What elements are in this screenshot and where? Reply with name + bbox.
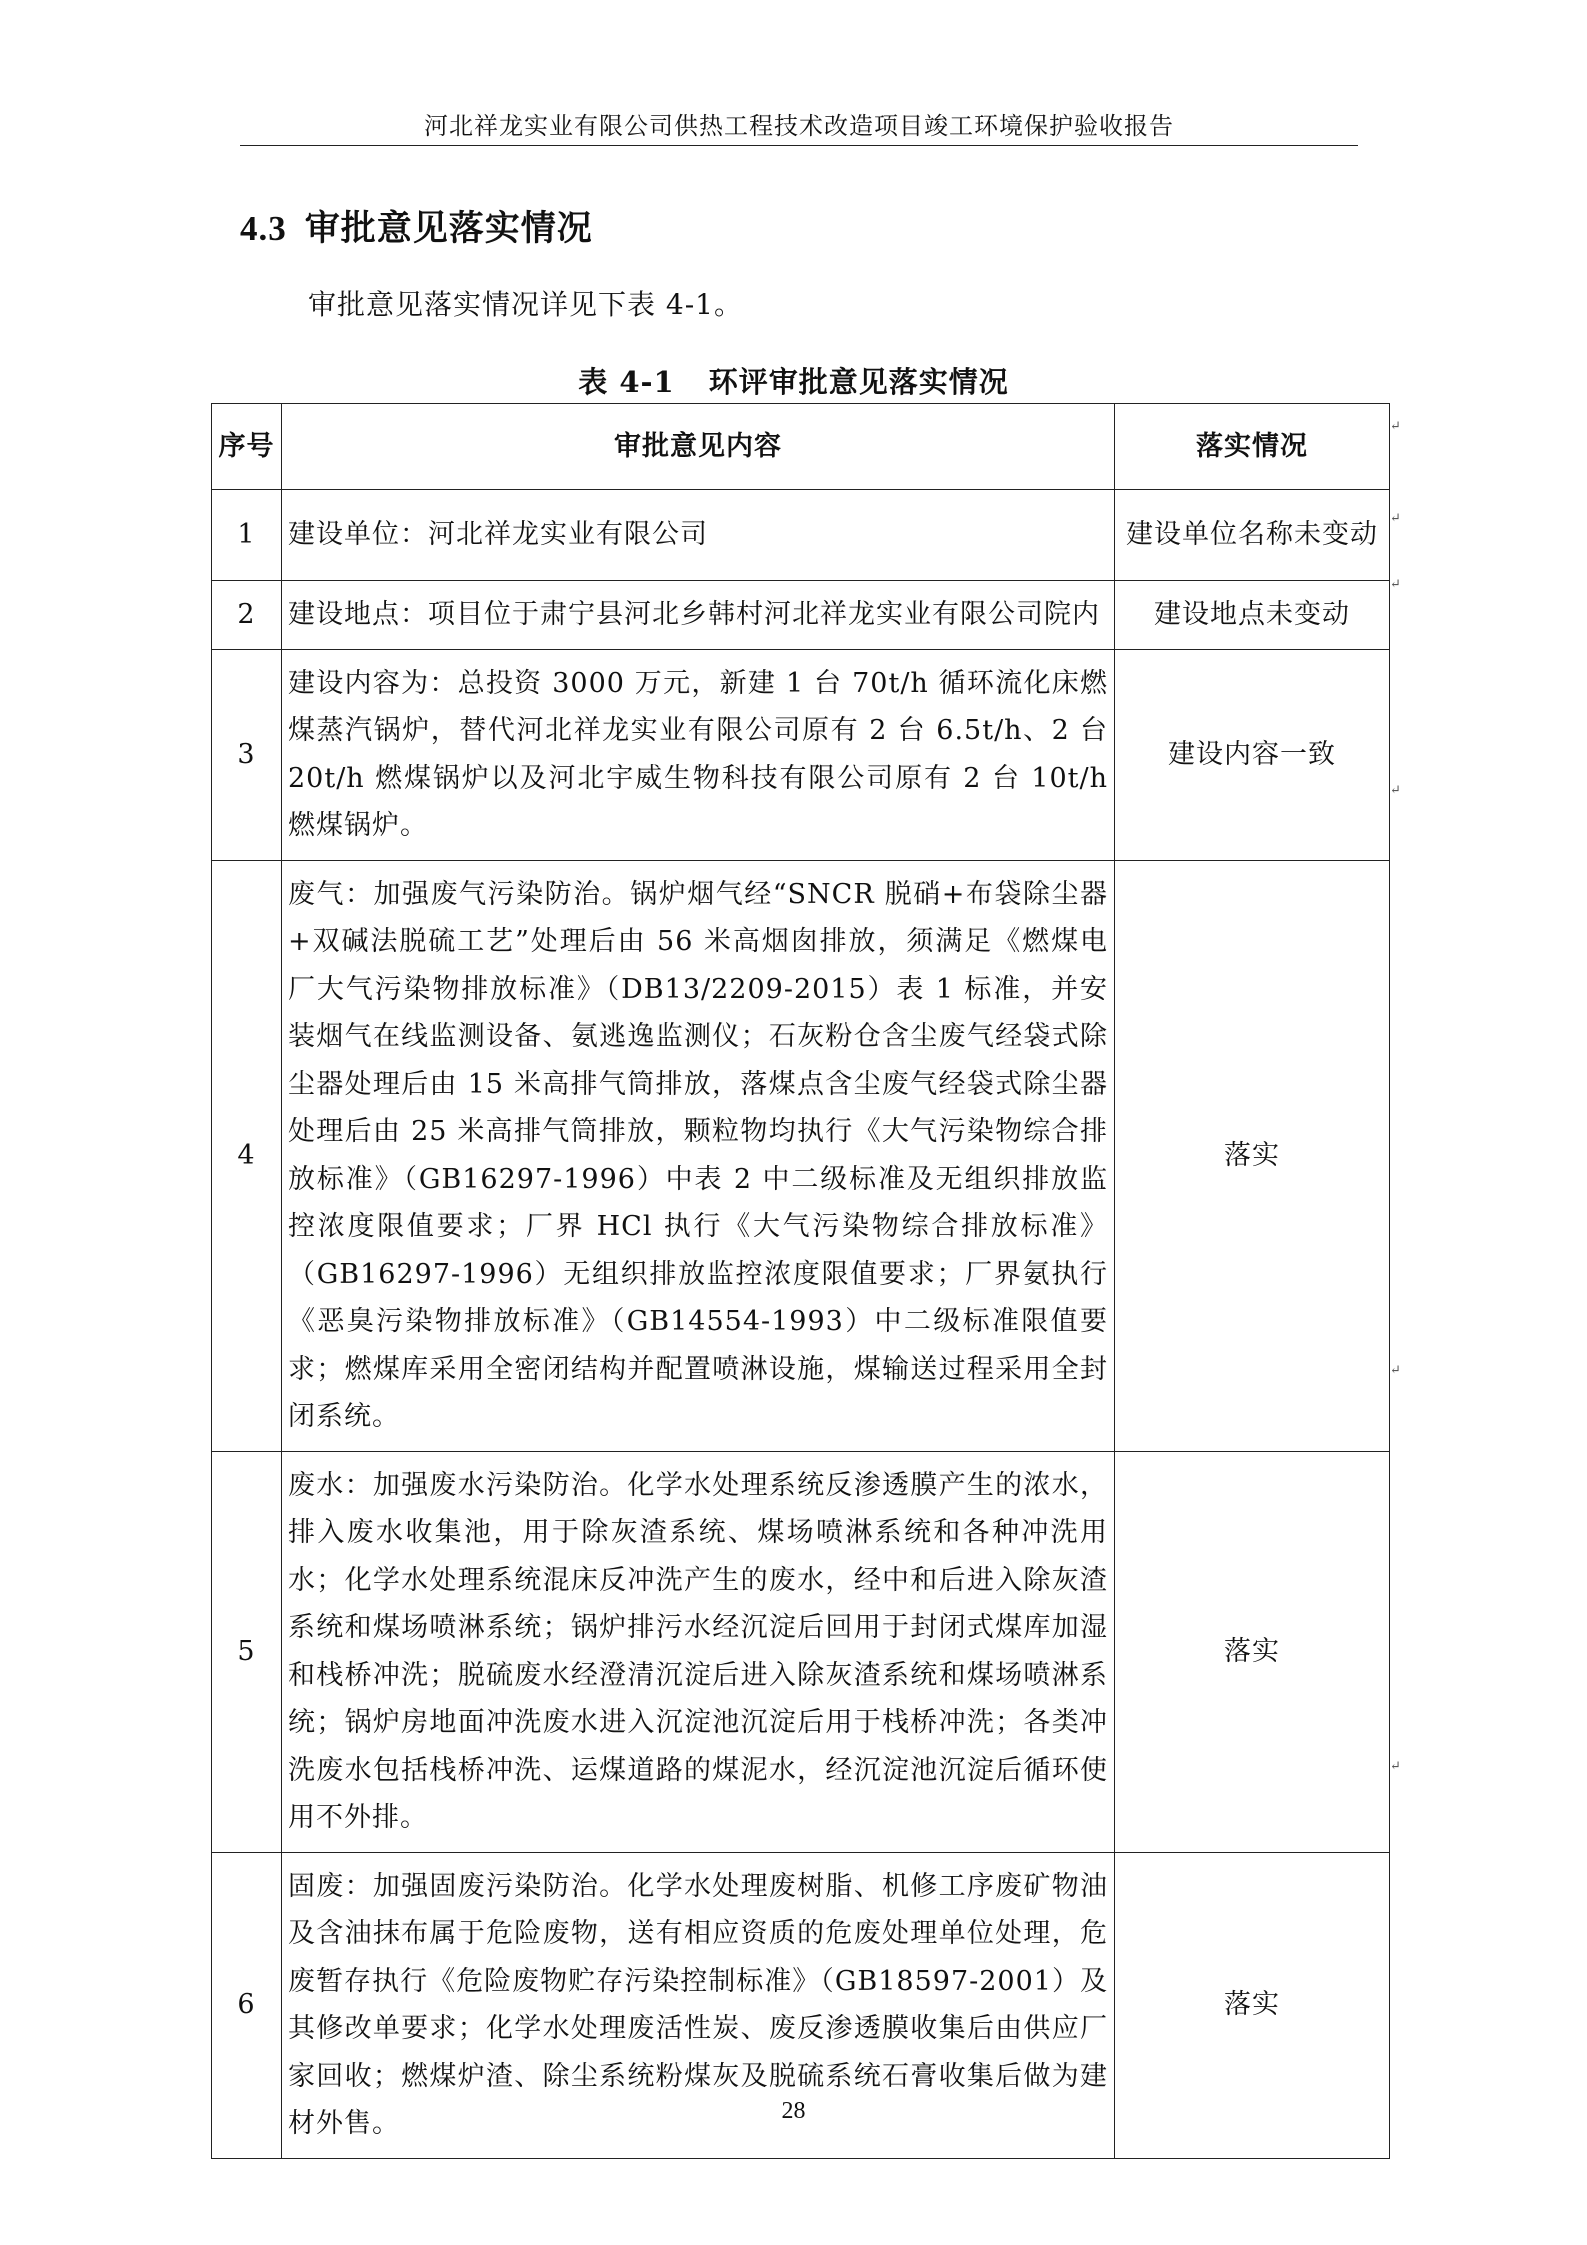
header-content: 审批意见内容 xyxy=(282,404,1115,490)
section-title: 审批意见落实情况 xyxy=(304,208,593,249)
row-content: 建设内容为：总投资 3000 万元，新建 1 台 70t/h 循环流化床燃煤蒸汽锅炉，替代河北祥龙实业有限公司原有 2 台 6.5t/h、2 台 20t/h 燃煤锅炉以及河北宇威生物科技有限公司原有 2 台 10t/h 燃煤锅炉。 xyxy=(282,649,1115,860)
section-heading xyxy=(240,205,593,253)
table-row xyxy=(212,1451,1390,1852)
row-content: 建设地点：项目位于肃宁县河北乡韩村河北祥龙实业有限公司院内 xyxy=(282,581,1115,650)
row-index: 5 xyxy=(212,1451,282,1852)
row-index: 2 xyxy=(212,581,282,650)
section-number: 4.3 xyxy=(240,209,287,248)
table-header-row xyxy=(212,404,1390,490)
header-status: 落实情况 xyxy=(1115,404,1390,490)
row-content: 固废：加强固废污染防治。化学水处理废树脂、机修工序废矿物油及含油抹布属于危险废物，送有相应资质的危废处理单位处理，危废暂存执行《危险废物贮存污染控制标准》（GB18597-2001）及其修改单要求；化学水处理废活性炭、废反渗透膜收集后由供应厂家回收；燃煤炉渣、除尘系统粉煤灰及脱硫系统石膏收集后做为建材外售。 xyxy=(282,1852,1115,2158)
row-content: 建设单位：河北祥龙实业有限公司 xyxy=(282,490,1115,581)
row-index: 4 xyxy=(212,860,282,1451)
running-header: 河北祥龙实业有限公司供热工程技术改造项目竣工环境保护验收报告 xyxy=(424,112,1174,140)
row-status: 建设地点未变动 xyxy=(1115,581,1390,650)
paragraph-mark-icon: ↵ xyxy=(1390,419,1401,434)
row-status: 落实 xyxy=(1115,1451,1390,1852)
header-index: 序号 xyxy=(212,404,282,490)
approval-opinions-table xyxy=(211,403,1390,2159)
row-status: 落实 xyxy=(1115,1852,1390,2158)
row-status: 建设单位名称未变动 xyxy=(1115,490,1390,581)
row-content: 废水：加强废水污染防治。化学水处理系统反渗透膜产生的浓水，排入废水收集池，用于除灰渣系统、煤场喷淋系统和各种冲洗用水；化学水处理系统混床反冲洗产生的废水，经中和后进入除灰渣系统和煤场喷淋系统；锅炉排污水经沉淀后回用于封闭式煤库加湿和栈桥冲洗；脱硫废水经澄清沉淀后进入除灰渣系统和煤场喷淋系统；锅炉房地面冲洗废水进入沉淀池沉淀后用于栈桥冲洗；各类冲洗废水包括栈桥冲洗、运煤道路的煤泥水，经沉淀池沉淀后循环使用不外排。 xyxy=(282,1451,1115,1852)
paragraph-mark-icon: ↵ xyxy=(1390,511,1401,526)
paragraph-mark-icon: ↵ xyxy=(1390,577,1401,592)
page-number: 28 xyxy=(781,2098,806,2124)
row-index: 6 xyxy=(212,1852,282,2158)
row-index: 3 xyxy=(212,649,282,860)
table-caption-label: 表 4-1 xyxy=(578,365,675,399)
row-content: 废气：加强废气污染防治。锅炉烟气经“SNCR 脱硝+布袋除尘器+双碱法脱硫工艺”处理后由 56 米高烟囱排放，须满足《燃煤电厂大气污染物排放标准》（DB13/2209-2015）表 1 标准，并安装烟气在线监测设备、氨逃逸监测仪；石灰粉仓含尘废气经袋式除尘器处理后由 15 米高排气筒排放，落煤点含尘废气经袋式除尘器处理后由 25 米高排气筒排放，颗粒物均执行《大气污染物综合排放标准》（GB16297-1996）中表 2 中二级标准及无组织排放监控浓度限值要求；厂界 HCl 执行《大气污染物综合排放标准》（GB16297-1996）无组织排放监控浓度限值要求；厂界氨执行《恶臭污染物排放标准》（GB14554-1993）中二级标准限值要求；燃煤库采用全密闭结构并配置喷淋设施，煤输送过程采用全封闭系统。 xyxy=(282,860,1115,1451)
paragraph-mark-icon: ↵ xyxy=(1390,1363,1401,1378)
row-status: 建设内容一致 xyxy=(1115,649,1390,860)
intro-paragraph: 审批意见落实情况详见下表 4-1。 xyxy=(308,288,743,321)
row-status: 落实 xyxy=(1115,860,1390,1451)
table-row xyxy=(212,860,1390,1451)
table-row xyxy=(212,581,1390,650)
table-caption xyxy=(0,360,1587,404)
table-caption-title: 环评审批意见落实情况 xyxy=(708,365,1009,399)
paragraph-mark-icon: ↵ xyxy=(1390,1759,1401,1774)
row-index: 1 xyxy=(212,490,282,581)
table-row xyxy=(212,649,1390,860)
table-row xyxy=(212,490,1390,581)
header-divider xyxy=(240,145,1358,146)
paragraph-mark-icon: ↵ xyxy=(1390,783,1401,798)
